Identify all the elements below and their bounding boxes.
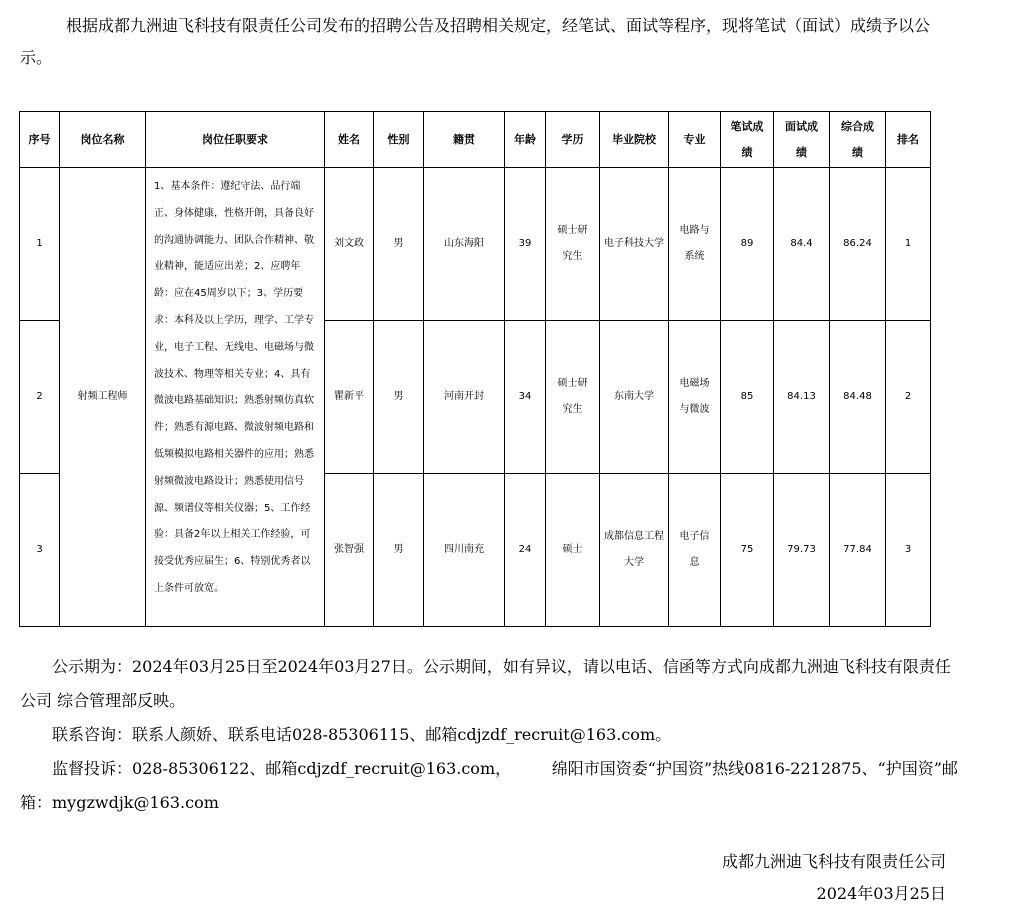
supervision-info: 监督投诉：028-85306122、邮箱cdjzdf_recruit@163.com， 绵阳市国资委“护国资”热线0816-2212875、“护国资”邮箱：mygzwdjk@163.com — [20, 759, 958, 812]
header-rank: 排名 — [886, 112, 931, 168]
header-age: 年龄 — [505, 112, 546, 168]
intro-paragraph — [20, 10, 960, 74]
cell-origin: 四川南充 — [424, 474, 505, 627]
table-header-row — [20, 112, 931, 168]
cell-written-score: 89 — [721, 168, 774, 321]
cell-origin: 河南开封 — [424, 321, 505, 474]
signature-date: 2024年03月25日 — [816, 884, 946, 903]
cell-education: 硕士研究生 — [546, 321, 600, 474]
cell-school: 东南大学 — [600, 321, 669, 474]
header-gender: 性别 — [374, 112, 424, 168]
header-education: 学历 — [546, 112, 600, 168]
cell-age: 24 — [505, 474, 546, 627]
cell-rank: 2 — [886, 321, 931, 474]
cell-requirements: 1、基本条件：遵纪守法、品行端正、身体健康，性格开朗，具备良好的沟通协调能力、团队合作精神、敬业精神，能适应出差；2、应聘年龄：应在45周岁以下；3、学历要求：本科及以上学历，理学、工学专业，电子工程、无线电、电磁场与微波技术、物理等相关专业；4、具有微波电路基础知识；熟悉射频仿真软件；熟悉有源电路、微波射频电路和低频模拟电路相关器件的应用；熟悉射频微波电路设计；熟悉使用信号源、频谱仪等相关仪器；5、工作经验：具备2年以上相关工作经验，可接受优秀应届生；6、特别优秀者以上条件可放宽。 — [146, 168, 325, 627]
header-school: 毕业院校 — [600, 112, 669, 168]
cell-origin: 山东海阳 — [424, 168, 505, 321]
header-total-score: 综合成绩 — [830, 112, 886, 168]
header-interview-score: 面试成绩 — [774, 112, 830, 168]
header-position: 岗位名称 — [60, 112, 146, 168]
contact-info: 联系咨询：联系人颜娇、联系电话028-85306115、邮箱cdjzdf_recruit@163.com。 — [52, 725, 672, 744]
cell-written-score: 85 — [721, 321, 774, 474]
cell-no: 2 — [20, 321, 60, 474]
header-origin: 籍贯 — [424, 112, 505, 168]
header-written-score: 笔试成绩 — [721, 112, 774, 168]
header-name: 姓名 — [325, 112, 374, 168]
cell-major: 电磁场与微波 — [669, 321, 721, 474]
cell-total-score: 84.48 — [830, 321, 886, 474]
cell-age: 39 — [505, 168, 546, 321]
intro-text: 根据成都九洲迪飞科技有限责任公司发布的招聘公告及招聘相关规定，经笔试、面试等程序，现将笔试（面试）成绩予以公示。 — [20, 16, 931, 67]
cell-gender: 男 — [374, 168, 424, 321]
cell-interview-score: 84.13 — [774, 321, 830, 474]
cell-no: 1 — [20, 168, 60, 321]
cell-school: 成都信息工程大学 — [600, 474, 669, 627]
cell-rank: 3 — [886, 474, 931, 627]
table-row — [20, 168, 931, 321]
cell-gender: 男 — [374, 474, 424, 627]
cell-total-score: 77.84 — [830, 474, 886, 627]
cell-interview-score: 84.4 — [774, 168, 830, 321]
cell-major: 电路与系统 — [669, 168, 721, 321]
header-requirements: 岗位任职要求 — [146, 112, 325, 168]
cell-major: 电子信息 — [669, 474, 721, 627]
header-no: 序号 — [20, 112, 60, 168]
cell-education: 硕士 — [546, 474, 600, 627]
cell-written-score: 75 — [721, 474, 774, 627]
cell-education: 硕士研究生 — [546, 168, 600, 321]
cell-total-score: 86.24 — [830, 168, 886, 321]
cell-rank: 1 — [886, 168, 931, 321]
cell-name: 瞿新平 — [325, 321, 374, 474]
cell-interview-score: 79.73 — [774, 474, 830, 627]
cell-name: 张智强 — [325, 474, 374, 627]
cell-no: 3 — [20, 474, 60, 627]
cell-gender: 男 — [374, 321, 424, 474]
cell-name: 刘文政 — [325, 168, 374, 321]
cell-position: 射频工程师 — [60, 168, 146, 627]
header-major: 专业 — [669, 112, 721, 168]
footer-notice — [20, 650, 960, 820]
signature-block — [722, 846, 946, 910]
signature-company: 成都九洲迪飞科技有限责任公司 — [721, 852, 946, 871]
publicity-period: 公示期为：2024年03月25日至2024年03月27日。公示期间，如有异议，请以电话、信函等方式向成都九洲迪飞科技有限责任公司 综合管理部反映。 — [20, 657, 951, 710]
results-table — [19, 111, 931, 627]
cell-school: 电子科技大学 — [600, 168, 669, 321]
cell-age: 34 — [505, 321, 546, 474]
